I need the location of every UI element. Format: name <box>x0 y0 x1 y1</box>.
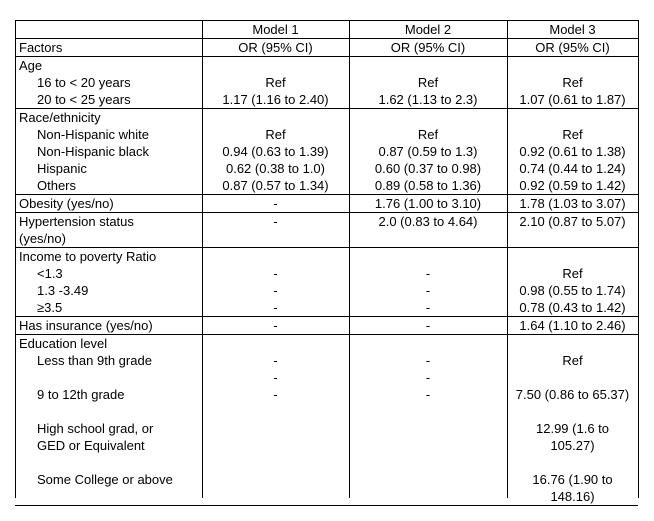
cell-value <box>202 488 349 505</box>
cell-value: 0.98 (0.55 to 1.74) <box>519 283 626 298</box>
table-line <box>15 317 638 334</box>
row-label: Education level <box>19 336 108 351</box>
table-line <box>15 57 638 74</box>
table-line <box>15 195 638 212</box>
table-line <box>15 403 638 420</box>
row-label: Hypertension status <box>19 214 134 229</box>
cell-value <box>349 488 507 505</box>
row-label: Non-Hispanic white <box>37 127 149 142</box>
table-row <box>15 248 638 317</box>
cell-value <box>349 109 507 126</box>
cell-value <box>202 454 349 471</box>
cell-value: 148.16) <box>550 489 595 504</box>
table-line <box>15 299 638 316</box>
cell-value <box>507 230 638 247</box>
row-label: Hispanic <box>37 161 87 176</box>
cell-value: 1.62 (1.13 to 2.3) <box>378 92 478 107</box>
table-line <box>15 386 638 403</box>
cell-value: 1.76 (1.00 to 3.10) <box>374 196 482 211</box>
table-line <box>15 213 638 230</box>
cell-value: Ref <box>265 75 286 90</box>
cell-value: - <box>273 300 278 315</box>
cell-value: - <box>273 353 278 368</box>
cell-value: Ref <box>562 127 583 142</box>
cell-value: Model 3 <box>549 22 596 37</box>
table-line <box>15 74 638 91</box>
cell-value: OR (95% CI) <box>390 40 466 55</box>
cell-value <box>349 420 507 437</box>
cell-value <box>507 57 638 74</box>
cell-value: - <box>425 318 431 333</box>
table-row <box>15 317 638 335</box>
cell-value: 0.62 (0.38 to 1.0) <box>225 161 325 176</box>
cell-value: 0.87 (0.57 to 1.34) <box>222 178 329 193</box>
cell-value: 0.78 (0.43 to 1.42) <box>519 300 626 315</box>
cell-value <box>349 335 507 352</box>
cell-value: - <box>425 387 431 402</box>
table-line <box>15 21 638 38</box>
cell-value: Ref <box>417 75 439 90</box>
row-label: 1.3 -3.49 <box>37 283 89 298</box>
cell-value: 12.99 (1.6 to <box>536 421 609 436</box>
row-label: 20 to < 25 years <box>37 92 131 107</box>
table-line <box>15 177 638 194</box>
cell-value <box>349 454 507 471</box>
table-line <box>15 420 638 437</box>
table-line <box>15 437 638 454</box>
cell-value <box>507 454 638 471</box>
table-row <box>15 213 638 248</box>
row-label: Others <box>37 178 77 193</box>
cell-value: 2.10 (0.87 to 5.07) <box>519 214 626 229</box>
row-label: GED or Equivalent <box>37 438 145 453</box>
odds-ratio-table <box>15 20 638 506</box>
cell-value: 0.60 (0.37 to 0.98) <box>374 161 482 176</box>
cell-value: - <box>273 214 278 229</box>
cell-value: Model 1 <box>252 22 299 37</box>
cell-value: 105.27) <box>550 438 595 453</box>
table-line <box>15 91 638 108</box>
cell-value <box>349 437 507 454</box>
cell-value: 0.89 (0.58 to 1.36) <box>374 178 482 193</box>
cell-value: - <box>425 353 431 368</box>
cell-value <box>349 471 507 488</box>
cell-value <box>507 109 638 126</box>
cell-value: - <box>273 318 278 333</box>
cell-value: 1.17 (1.16 to 2.40) <box>222 92 329 107</box>
table-line <box>15 160 638 177</box>
cell-value: Ref <box>417 127 439 142</box>
column-divider-1 <box>202 20 203 498</box>
table-line <box>15 488 638 505</box>
row-label: ≥3.5 <box>37 300 63 315</box>
row-label: Some College or above <box>37 472 173 487</box>
table-line <box>15 230 638 247</box>
row-label: 16 to < 20 years <box>37 75 131 90</box>
table-row <box>15 195 638 213</box>
cell-value <box>202 109 349 126</box>
cell-value <box>507 248 638 265</box>
cell-value: - <box>273 266 278 281</box>
table-row <box>15 335 638 506</box>
cell-value <box>349 403 507 420</box>
column-divider-3 <box>507 20 508 498</box>
cell-value: 0.74 (0.44 to 1.24) <box>519 161 626 176</box>
cell-value: Ref <box>562 75 583 90</box>
table-line <box>15 471 638 488</box>
table-line <box>15 454 638 471</box>
cell-value <box>202 248 349 265</box>
table-row <box>15 20 638 39</box>
cell-value: OR (95% CI) <box>238 40 313 55</box>
table-line <box>15 109 638 126</box>
table-line <box>15 352 638 369</box>
cell-value: 0.94 (0.63 to 1.39) <box>222 144 329 159</box>
cell-value: OR (95% CI) <box>535 40 610 55</box>
table-line <box>15 335 638 352</box>
column-divider-2 <box>349 20 350 498</box>
table-line <box>15 265 638 282</box>
cell-value <box>507 403 638 420</box>
table-left-border <box>15 20 16 498</box>
cell-value <box>507 369 638 386</box>
table-line <box>15 248 638 265</box>
cell-value <box>202 471 349 488</box>
cell-value: 0.87 (0.59 to 1.3) <box>378 144 478 159</box>
table-line <box>15 369 638 386</box>
cell-value: - <box>273 196 278 211</box>
cell-value: Ref <box>562 353 583 368</box>
cell-value: 1.78 (1.03 to 3.07) <box>519 196 626 211</box>
cell-value <box>349 230 507 247</box>
table-line <box>15 39 638 56</box>
row-label: High school grad, or <box>37 421 154 436</box>
row-label: Non-Hispanic black <box>37 144 149 159</box>
cell-value: - <box>273 370 278 385</box>
cell-value: Model 2 <box>404 22 452 37</box>
cell-value: - <box>273 387 278 402</box>
cell-value <box>349 57 507 74</box>
table-line <box>15 126 638 143</box>
cell-value: 1.64 (1.10 to 2.46) <box>519 318 626 333</box>
cell-value: - <box>425 283 431 298</box>
cell-value <box>202 335 349 352</box>
cell-value <box>202 437 349 454</box>
cell-value <box>349 248 507 265</box>
row-label: (yes/no) <box>19 231 66 246</box>
row-label: Has insurance (yes/no) <box>19 318 153 333</box>
row-label: Race/ethnicity <box>19 110 101 125</box>
cell-value: - <box>425 370 431 385</box>
cell-value <box>202 420 349 437</box>
cell-value: Ref <box>265 127 286 142</box>
cell-value: 0.92 (0.61 to 1.38) <box>519 144 626 159</box>
cell-value <box>202 57 349 74</box>
cell-value: 0.92 (0.59 to 1.42) <box>519 178 626 193</box>
cell-value <box>202 403 349 420</box>
cell-value: 2.0 (0.83 to 4.64) <box>378 214 478 229</box>
table-row <box>15 57 638 109</box>
cell-value: - <box>273 283 278 298</box>
cell-value: - <box>425 266 431 281</box>
cell-value: 1.07 (0.61 to 1.87) <box>519 92 626 107</box>
row-label: <1.3 <box>37 266 63 281</box>
cell-value: 16.76 (1.90 to <box>532 472 613 487</box>
row-label: Obesity (yes/no) <box>19 196 114 211</box>
table-line <box>15 282 638 299</box>
table-line <box>15 143 638 160</box>
cell-value <box>202 230 349 247</box>
table-right-border <box>638 20 639 498</box>
row-label: Age <box>19 58 43 73</box>
cell-value: Ref <box>562 266 583 281</box>
cell-value: - <box>425 300 431 315</box>
row-label: 9 to 12th grade <box>37 387 125 402</box>
cell-value: 7.50 (0.86 to 65.37) <box>515 387 630 402</box>
table-row <box>15 39 638 57</box>
cell-value <box>507 335 638 352</box>
row-label: Less than 9th grade <box>37 353 152 368</box>
table-row <box>15 109 638 195</box>
row-label: Factors <box>19 40 63 55</box>
row-label: Income to poverty Ratio <box>19 249 157 264</box>
